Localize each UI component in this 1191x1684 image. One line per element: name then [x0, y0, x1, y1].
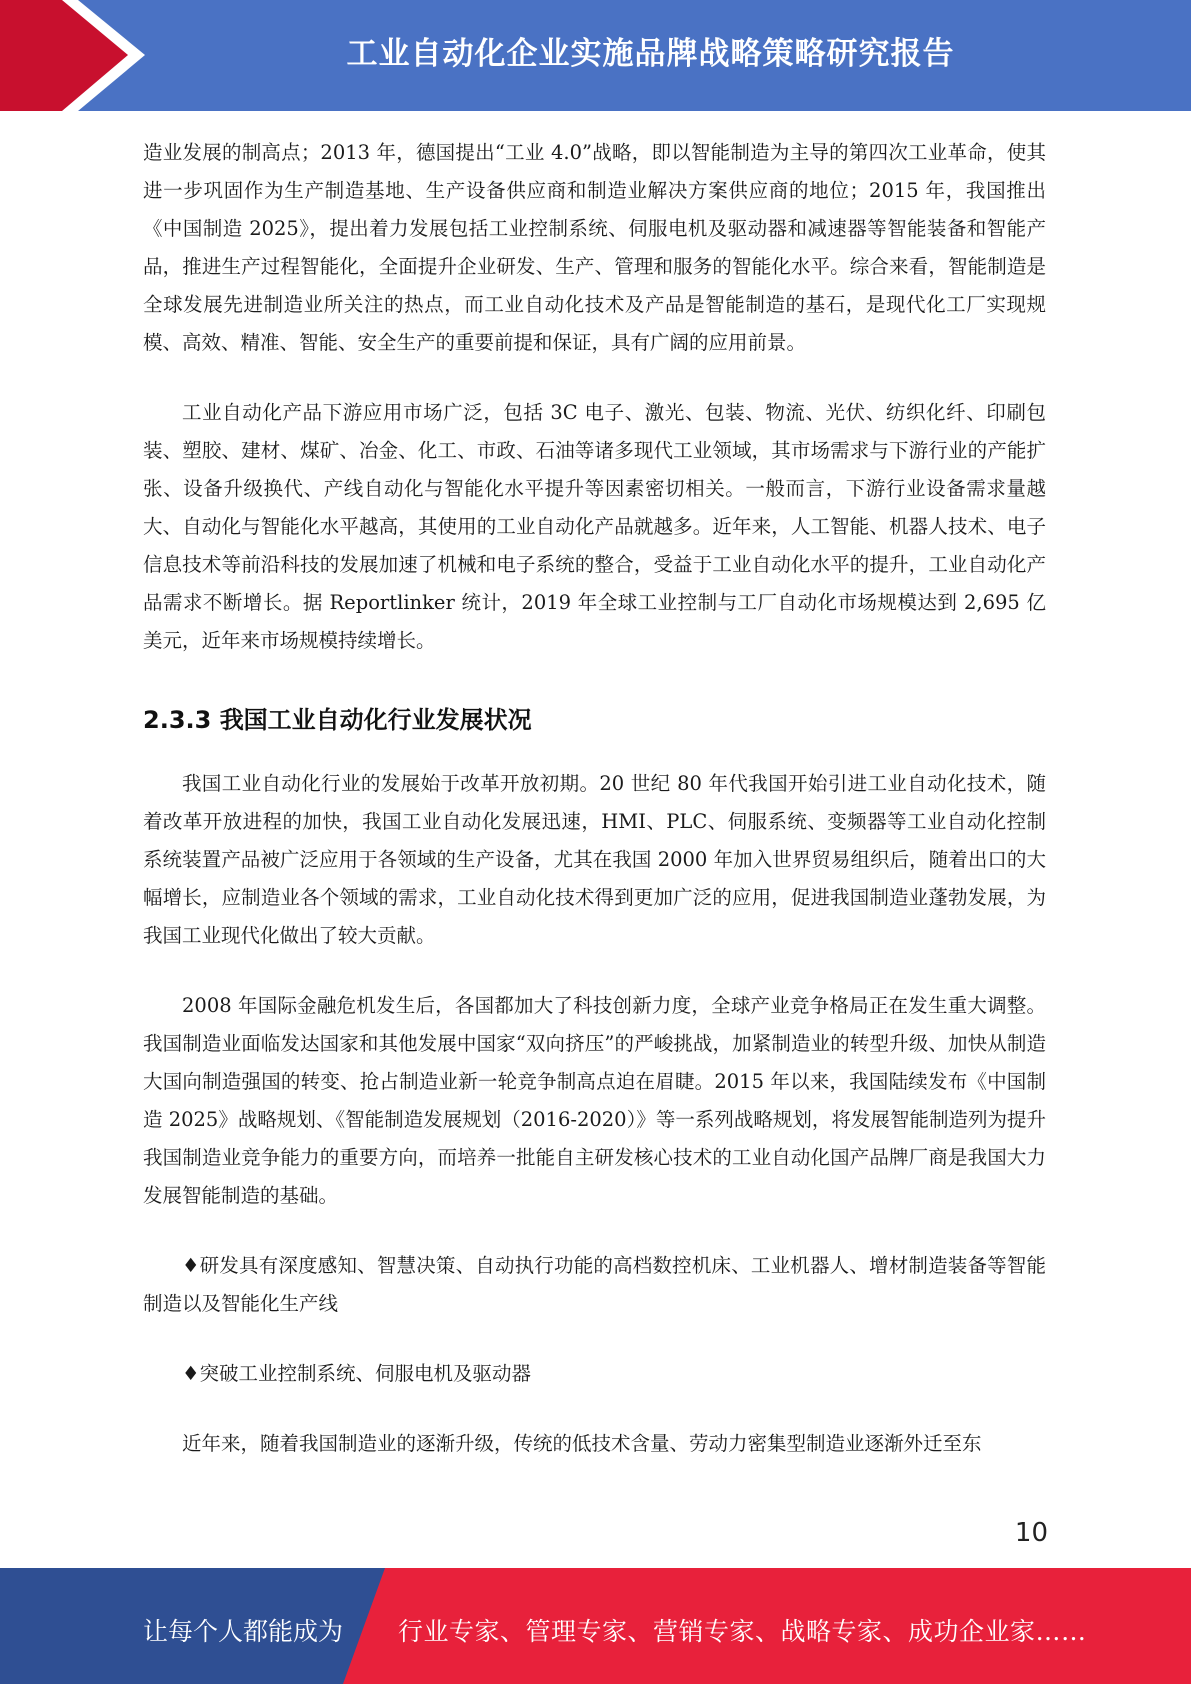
page-content: [143, 134, 1046, 1463]
footer-slogan-right: 行业专家、管理专家、营销专家、战略专家、成功企业家……: [398, 1617, 1087, 1646]
paragraph: 工业自动化产品下游应用市场广泛，包括 3C 电子、激光、包装、物流、光伏、纺织化纤、印刷包装、塑胶、建材、煤矿、冶金、化工、市政、石油等诸多现代工业领域，其市场需求与下游行业的产能扩张、设备升级换代、产线自动化与智能化水平提升等因素密切相关。一般而言，下游行业设备需求量越大、自动化与智能化水平越高，其使用的工业自动化产品就越多。近年来，人工智能、机器人技术、电子信息技术等前沿科技的发展加速了机械和电子系统的整合，受益于工业自动化水平的提升，工业自动化产品需求不断增长。据 Reportlinker 统计，2019 年全球工业控制与工厂自动化市场规模达到 2,695 亿美元，近年来市场规模持续增长。: [143, 401, 1046, 652]
header-banner: [0, 0, 1191, 111]
paragraph: 造业发展的制高点；2013 年，德国提出“工业 4.0”战略，即以智能制造为主导的第四次工业革命，使其进一步巩固作为生产制造基地、生产设备供应商和制造业解决方案供应商的地位；2015 年，我国推出《中国制造 2025》，提出着力发展包括工业控制系统、伺服电机及驱动器和减速器等智能装备和智能产品，推进生产过程智能化，全面提升企业研发、生产、管理和服务的智能化水平。综合来看，智能制造是全球发展先进制造业所关注的热点，而工业自动化技术及产品是智能制造的基石，是现代化工厂实现规模、高效、精准、智能、安全生产的重要前提和保证，具有广阔的应用前景。: [143, 141, 1046, 354]
paragraph: 2008 年国际金融危机发生后，各国都加大了科技创新力度，全球产业竞争格局正在发生重大调整。我国制造业面临发达国家和其他发展中国家“双向挤压”的严峻挑战，加紧制造业的转型升级、加快从制造大国向制造强国的转变、抢占制造业新一轮竞争制高点迫在眉睫。2015 年以来，我国陆续发布《中国制造 2025》战略规划、《智能制造发展规划（2016-2020）》等一系列战略规划，将发展智能制造列为提升我国制造业竞争能力的重要方向，而培养一批能自主研发核心技术的工业自动化国产品牌厂商是我国大力发展智能制造的基础。: [143, 994, 1046, 1207]
footer-slogan-left: 让每个人都能成为: [143, 1617, 344, 1646]
section-heading: 2.3.3 我国工业自动化行业发展状况: [143, 706, 532, 734]
paragraph: 我国工业自动化行业的发展始于改革开放初期。20 世纪 80 年代我国开始引进工业自动化技术，随着改革开放进程的加快，我国工业自动化发展迅速，HMI、PLC、伺服系统、变频器等工业自动化控制系统装置产品被广泛应用于各领域的生产设备，尤其在我国 2000 年加入世界贸易组织后，随着出口的大幅增长，应制造业各个领域的需求，工业自动化技术得到更加广泛的应用，促进我国制造业蓬勃发展，为我国工业现代化做出了较大贡献。: [143, 772, 1046, 947]
bullet-item: ♦突破工业控制系统、伺服电机及驱动器: [182, 1362, 531, 1385]
bullet-item: ♦研发具有深度感知、智慧决策、自动执行功能的高档数控机床、工业机器人、增材制造装备等智能制造以及智能化生产线: [143, 1254, 1046, 1315]
footer-banner: [0, 1568, 1191, 1684]
paragraph: 近年来，随着我国制造业的逐渐升级，传统的低技术含量、劳动力密集型制造业逐渐外迁至东: [182, 1432, 982, 1455]
report-title: 工业自动化企业实施品牌战略策略研究报告: [346, 36, 955, 72]
page-number: 10: [1014, 1518, 1048, 1548]
